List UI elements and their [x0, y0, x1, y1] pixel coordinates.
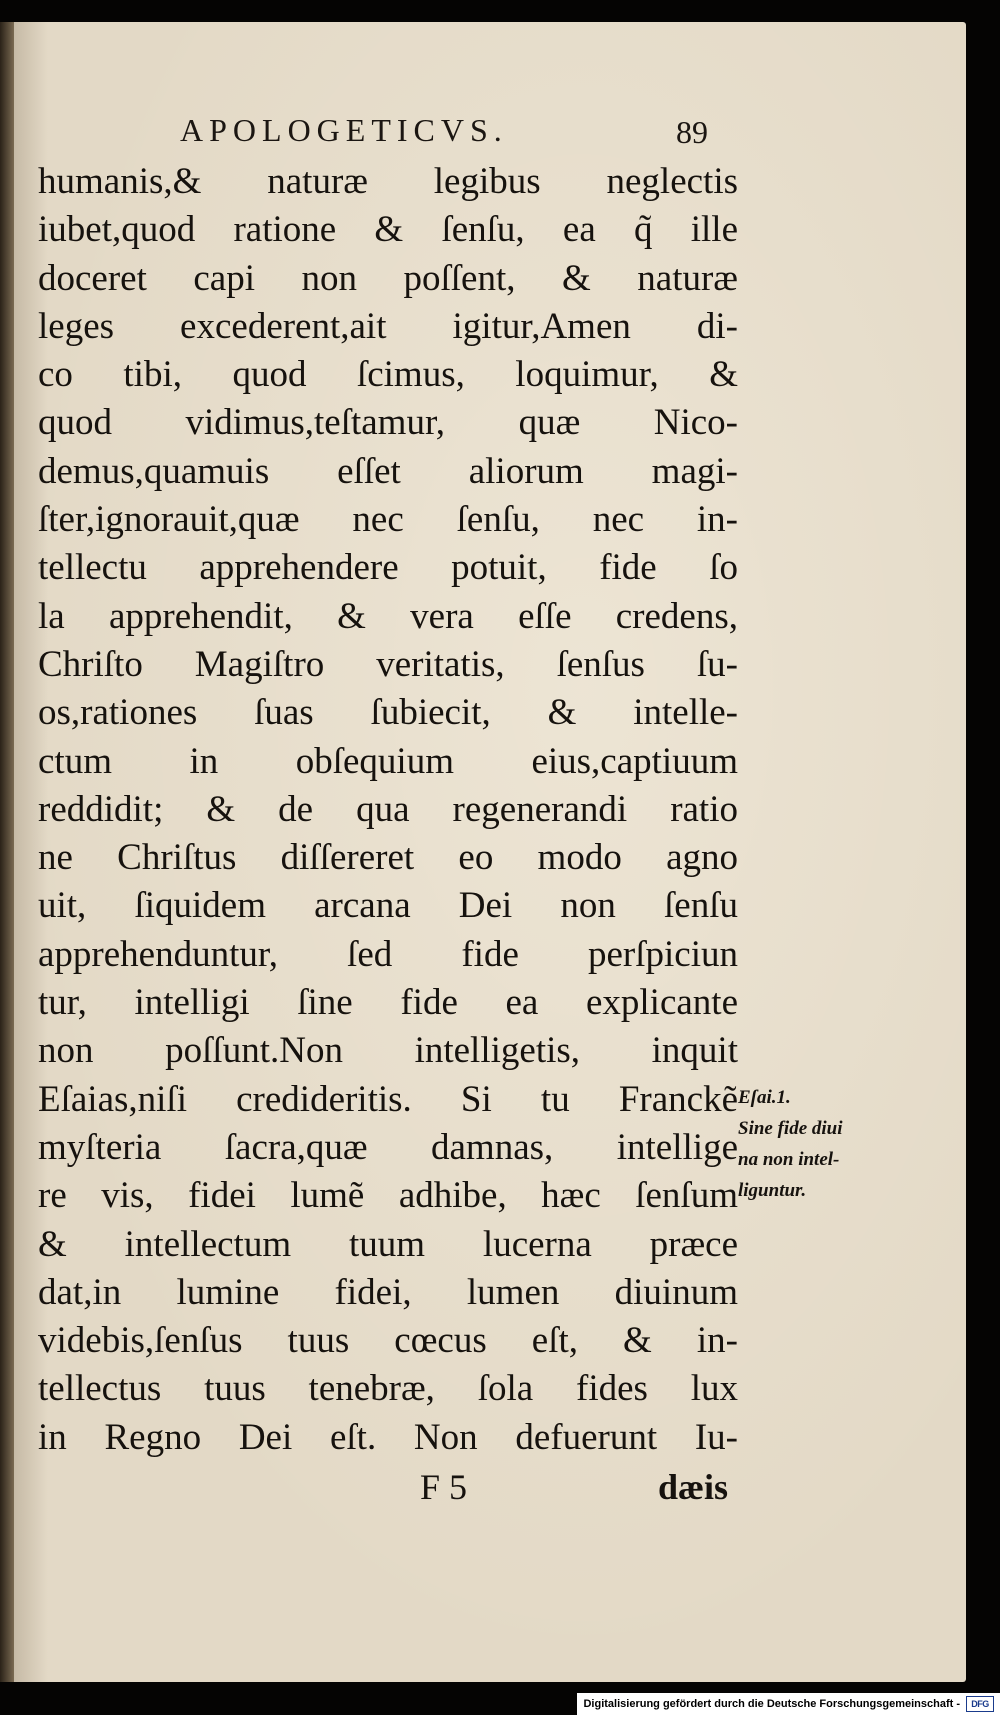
dfg-logo-label: DFG: [971, 1699, 989, 1709]
text-line: & intellectum tuum lucerna præce: [38, 1223, 738, 1265]
digitization-credit-bar: [577, 1693, 1000, 1715]
margin-note: Sine fide diui: [738, 1118, 843, 1139]
text-line: myſteria ſacra,quæ damnas, intellige: [38, 1126, 738, 1168]
text-line: ne Chriſtus diſſereret eo modo agno: [38, 837, 738, 879]
text-line: Chriſto Magiſtro veritatis, ſenſus ſu-: [38, 643, 738, 685]
running-head: APOLOGETICVS.: [180, 112, 508, 148]
text-line: tur, intelligi ſine fide ea explicante: [38, 982, 738, 1024]
margin-notes: [738, 1082, 888, 1206]
margin-note: na non intel-: [738, 1149, 840, 1170]
text-line: leges excederent,ait igitur,Amen di-: [38, 305, 738, 347]
text-line: apprehenduntur, ſed fide perſpiciun: [38, 933, 738, 975]
text-line: iubet,quod ratione & ſenſu, ea q̃ ille: [38, 209, 738, 251]
text-line: in Regno Dei eſt. Non defuerunt Iu-: [38, 1416, 738, 1458]
text-line: Eſaias,niſi credideritis. Si tu Franckẽ: [38, 1078, 738, 1120]
text-line: dat,in lumine fidei, lumen diuinum: [38, 1271, 738, 1313]
text-line: doceret capi non poſſent, & naturæ: [38, 257, 738, 299]
text-line: ſter,ignorauit,quæ nec ſenſu, nec in-: [38, 499, 738, 541]
text-line: demus,quamuis eſſet aliorum magi-: [38, 450, 738, 492]
text-line: humanis,& naturæ legibus neglectis: [38, 161, 738, 202]
body-text: [38, 158, 738, 1462]
margin-note: liguntur.: [738, 1180, 807, 1201]
page-gutter-shadow: [0, 22, 14, 1682]
signature-mark: F 5: [420, 1467, 468, 1507]
margin-note: Eſai.1.: [738, 1087, 791, 1108]
text-line: tellectus tuus tenebræ, ſola fides lux: [38, 1368, 738, 1410]
text-line: uit, ſiquidem arcana Dei non ſenſu: [38, 885, 738, 927]
page-footer-row: [38, 1466, 728, 1516]
page-number: 89: [676, 114, 708, 150]
text-line: tellectu apprehendere potuit, fide ſo: [38, 547, 738, 589]
catchword: dæis: [657, 1467, 728, 1507]
text-line: quod vidimus,teſtamur, quæ Nico-: [38, 402, 738, 444]
text-line: la apprehendit, & vera eſſe credens,: [38, 595, 738, 637]
text-line: os,rationes ſuas ſubiecit, & intelle-: [38, 692, 738, 734]
text-line: reddidit; & de qua regenerandi ratio: [38, 788, 738, 830]
text-line: co tibi, quod ſcimus, loquimur, &: [38, 354, 738, 396]
text-line: ctum in obſequium eius,captiuum: [38, 740, 738, 782]
digitization-credit: Digitalisierung gefördert durch die Deutsche Forschungsgemeinschaft -: [583, 1698, 960, 1710]
text-line: videbis,ſenſus tuus cœcus eſt, & in-: [38, 1320, 738, 1362]
text-line: re vis, fidei lumẽ adhibe, hæc ſenſum: [38, 1175, 738, 1217]
text-line: non poſſunt.Non intelligetis, inquit: [38, 1030, 738, 1072]
dfg-logo-icon: [966, 1696, 994, 1712]
